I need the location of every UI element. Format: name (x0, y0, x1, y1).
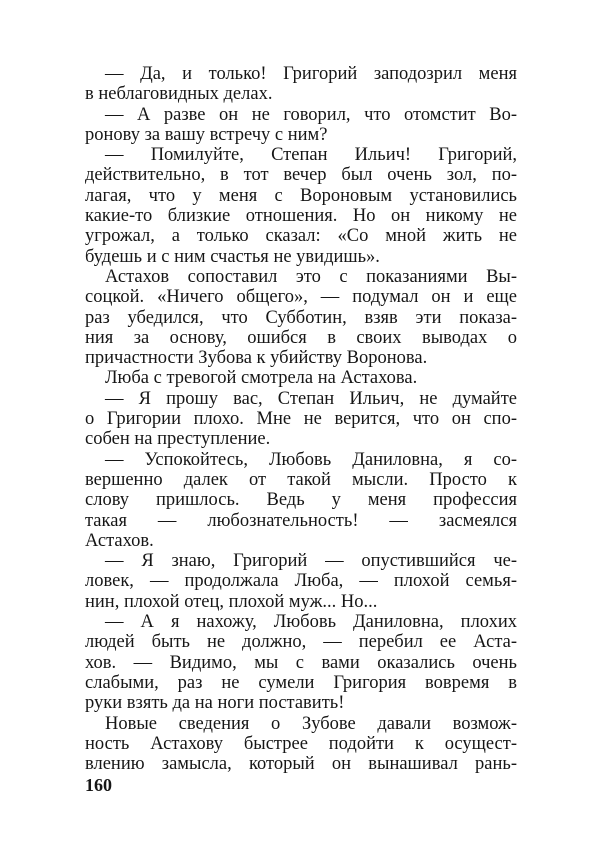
page-number: 160 (85, 775, 112, 795)
text-line: — Да, и только! Григорий заподозрил меня (105, 64, 517, 84)
text-line: — А разве он не говорил, что отомстит Во- (105, 104, 517, 125)
text-line: Новые сведения о Зубове давали возмож- (105, 713, 517, 734)
text-line: — Помилуйте, Степан Ильич! Григорий, (105, 145, 517, 166)
text-line: раз убедился, что Субботин, взяв эти показа- (85, 307, 517, 328)
text-line: о Григории плохо. Мне не верится, что он спо- (85, 409, 517, 430)
text-line: угрожал, а только сказал: «Со мной жить не (85, 226, 517, 247)
text-line: слову пришлось. Ведь у меня профессия (85, 490, 517, 511)
text-line: — Я знаю, Григорий — опустившийся че- (105, 551, 517, 572)
text-line: нин, плохой отец, плохой муж... Но... (85, 591, 378, 612)
text-line: лагая, что у меня с Вороновым установились (85, 185, 517, 206)
text-line: в неблаговидных делах. (85, 84, 273, 105)
text-line: ния за основу, ошибся в своих выводах о (85, 327, 517, 348)
text-line: слабыми, раз не сумели Григория вовремя в (85, 672, 517, 693)
text-line: действительно, в тот вечер был очень зол, по- (85, 165, 517, 186)
text-line: Астахов сопоставил это с показаниями Вы- (105, 266, 517, 287)
text-line: собен на преступление. (85, 429, 271, 450)
text-line: людей быть не должно, — перебил ее Аста- (85, 632, 517, 653)
text-line: ность Астахову быстрее подойти к осущест- (85, 733, 517, 754)
text-line: Люба с тревогой смотрела на Астахова. (105, 368, 418, 389)
text-line: причастности Зубова к убийству Воронова. (85, 348, 428, 369)
text-line: ронову за вашу встречу с ним? (85, 124, 328, 145)
text-line: будешь и с ним счастья не увидишь». (85, 246, 380, 267)
text-line: — Я прошу вас, Степан Ильич, не думайте (105, 388, 517, 409)
text-line: соцкой. «Ничего общего», — подумал он и еще (85, 287, 517, 308)
text-line: влению замысла, который он вынашивал рань- (85, 754, 517, 775)
text-line: руки взять да на ноги поставить! (85, 693, 345, 714)
text-line: вершенно далек от такой мысли. Просто к (85, 469, 517, 490)
text-line: — Успокойтесь, Любовь Даниловна, я со- (105, 449, 517, 470)
text-line: — А я нахожу, Любовь Даниловна, плохих (105, 612, 517, 633)
text-line: ловек, — продолжала Люба, — плохой семья- (85, 571, 517, 592)
text-line: Астахов. (85, 530, 154, 551)
book-page-text (85, 64, 517, 774)
text-line: хов. — Видимо, мы с вами оказались очень (85, 652, 517, 673)
text-line: какие-то близкие отношения. Но он никому не (85, 206, 517, 227)
text-line: такая — любознательность! — засмеялся (85, 510, 517, 531)
